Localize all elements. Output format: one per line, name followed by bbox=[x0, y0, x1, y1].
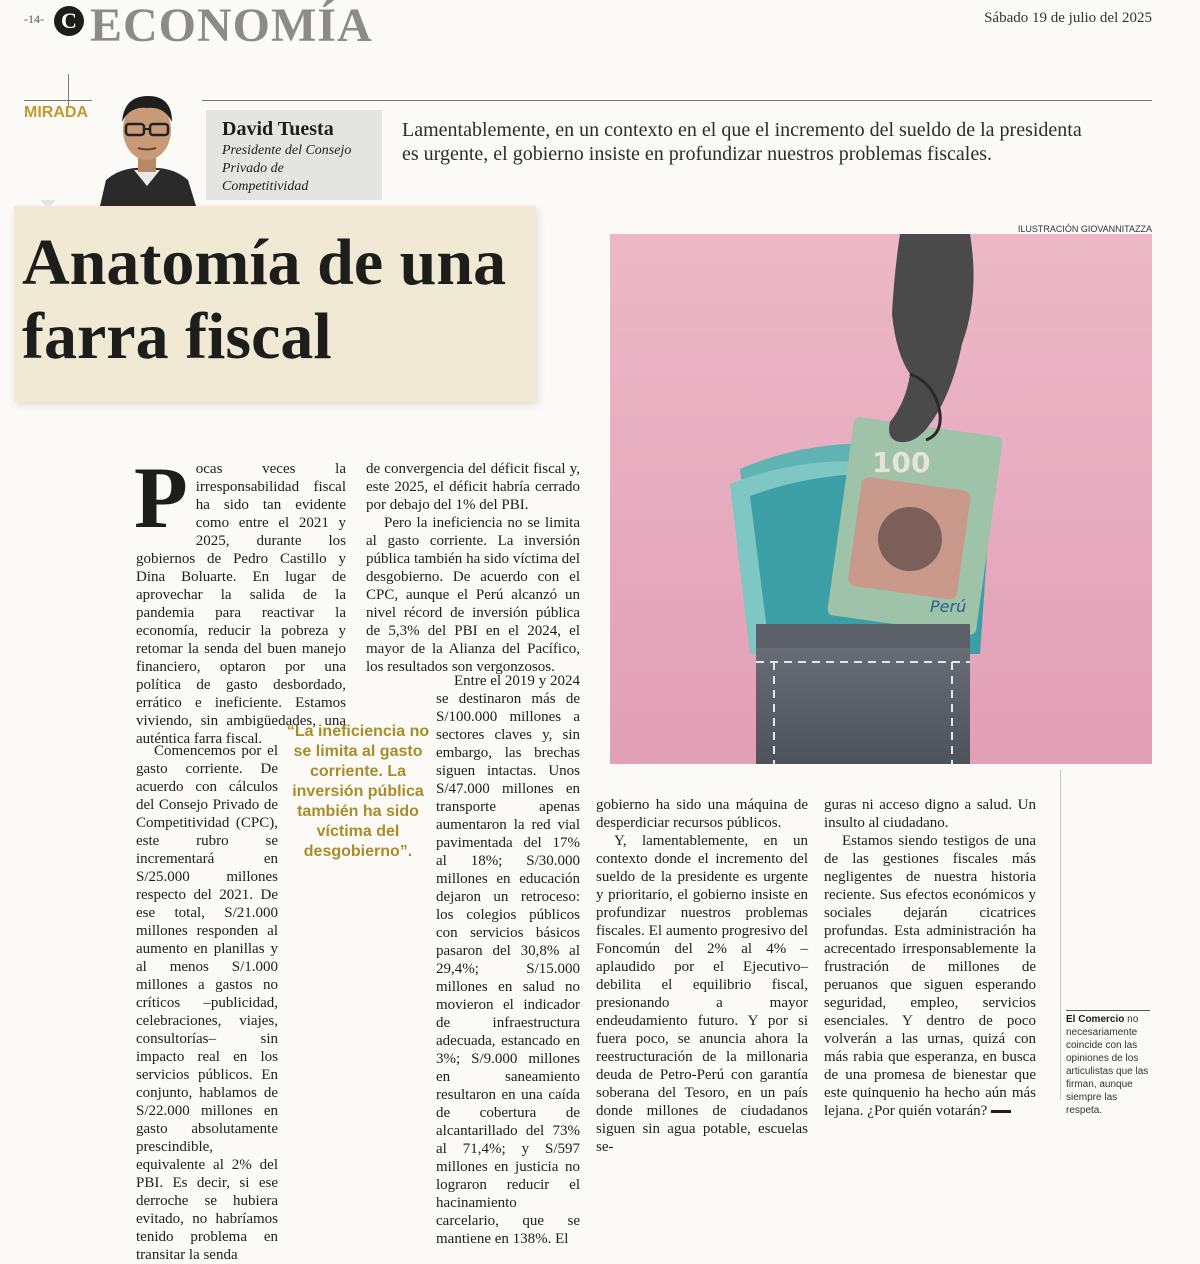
section-title: ECONOMÍA bbox=[90, 0, 373, 52]
pull-quote: “La ineficiencia no se limita al gasto corriente. La inversión pública también ha sido víctima del desgobierno”. bbox=[286, 723, 430, 860]
paragraph-text: Estamos siendo testigos de una de las gestiones fiscales más negligentes de nuestra historia reciente. Sus efectos económicos y sociales dejarán cicatrices profundas. Esta administración ha acrecentado irresponsablemente la frustración de millones de peruanos que siguen esperando seguridad, empleo, servicios esenciales. Y dentro de poco volverán a las urnas, quizá con más rabia que esperanza, en busca de una promesa de bienestar que este quinquenio ha hecho aún más lejana. ¿Por quién votarán? bbox=[824, 833, 1036, 1119]
article-dek: Lamentablemente, en un contexto en el que el incremento del sueldo de la presidenta es urgente, el gobierno insiste en profundizar nuestros problemas fiscales. bbox=[402, 119, 1082, 165]
divider bbox=[1060, 770, 1061, 1100]
body-column-2-lower bbox=[436, 672, 580, 1248]
paragraph: Pero la ineficiencia no se limita al gasto corriente. La inversión pública también ha sido víctima del desgobierno. De acuerdo con el CPC, aunque el Perú alcanzó un nivel récord de inversión pública de 5,3% del PBI en el 2024, el mayor de la Alianza del Pacífico, los resultados son vergonzosos. bbox=[366, 515, 580, 675]
author-portrait-icon bbox=[92, 84, 202, 206]
paragraph: gobierno ha sido una máquina de desperdiciar recursos públicos. bbox=[596, 797, 808, 831]
paragraph: Comencemos por el gasto corriente. De acuerdo con cálculos del Consejo Privado de Competitividad (CPC), este rubro se incrementará en S/25.000 millones respecto del 2021. De ese total, S/21.000 millones responden al aumento en planillas y al menos S/1.000 millones a gastos no críticos –publicidad, celebraciones, viajes, consultorías– sin impacto real en los servicios públicos. En conjunto, hablamos de S/22.000 millones en gasto absolutamente prescindible, equivalente al 2% del PBI. Es decir, si ese derroche se hubiera evitado, no habríamos tenido problema en transitar la senda bbox=[136, 743, 278, 1263]
paragraph: guras ni acceso digno a salud. Un insulto al ciudadano. bbox=[824, 797, 1036, 831]
banknote-front bbox=[827, 417, 1003, 636]
banknote-country: Perú bbox=[930, 597, 967, 616]
author-photo bbox=[92, 84, 202, 206]
divider bbox=[68, 74, 69, 106]
headline-notch bbox=[40, 200, 56, 208]
newspaper-logo: C bbox=[54, 6, 84, 36]
illustration-credit: ILUSTRACIÓN GIOVANNITAZZA bbox=[1017, 224, 1152, 234]
author-name: David Tuesta bbox=[222, 118, 334, 140]
headline: Anatomía de una farra fiscal bbox=[22, 226, 507, 373]
issue-date: Sábado 19 de julio del 2025 bbox=[984, 10, 1152, 26]
paragraph: Entre el 2019 y 2024 se destinaron más de S/100.000 millones a sectores claves y, sin embargo, las brechas siguen intactas. Unos S/47.000 millones en transporte apenas aumentaron la red vial pavimentada del 17% al 18%; S/30.000 millones en educación dejaron un retroceso: los colegios públicos con servicios básicos pasaron del 30,8% al 29,4%; S/15.000 millones en salud no movieron el indicador de infraestructura adecuada, estancado en 3%; S/9.000 millones en saneamiento resultaron en una caída de cobertura de alcantarillado del 73% al 71,4%; y S/597 millones en justicia no lograron reducir el hacinamiento carcelario, que se mantiene en 138%. El bbox=[436, 673, 580, 1247]
page-number: -14- bbox=[24, 12, 44, 26]
banknote-value: 100 bbox=[872, 446, 931, 479]
illustration bbox=[610, 234, 1152, 764]
denim-pocket bbox=[756, 624, 970, 764]
body-column-1 bbox=[134, 450, 346, 748]
body-column-4 bbox=[824, 796, 1036, 1120]
body-column-1-lower bbox=[136, 742, 278, 1264]
end-mark-icon bbox=[991, 1110, 1011, 1113]
paragraph: de convergencia del déficit fiscal y, este 2025, el déficit habría cerrado por debajo del 1% del PBI. bbox=[366, 461, 580, 513]
author-role: Presidente del Consejo Privado de Competitividad bbox=[222, 143, 352, 194]
disclaimer-text: no necesariamente coincide con las opiniones de los articulistas que las firman, aunque siempre las respeta. bbox=[1066, 1014, 1149, 1116]
paragraph: Y, lamentablemente, en un contexto donde el incremento del sueldo de la presidente es urgente y prioritario, el gobierno insiste en profundizar nuestros problemas fiscales. El aumento progresivo del Foncomún del 2% al 4% –aplaudido por el Ejecutivo– debilita el equilibrio fiscal, presionando a mayor endeudamiento futuro. Y por si fuera poco, se anuncia ahora la reestructuración de la millonaria deuda de Petro-Perú con garantía soberana del Tesoro, en un país donde millones de ciudadanos siguen sin agua potable, escuelas se- bbox=[596, 833, 808, 1155]
column-kicker: MIRADA bbox=[24, 104, 88, 121]
hand-money-pocket-illustration bbox=[610, 234, 1152, 764]
disclaimer-brand: El Comercio bbox=[1066, 1014, 1125, 1025]
body-column-2 bbox=[366, 460, 580, 676]
disclaimer bbox=[1066, 1010, 1150, 1117]
paragraph bbox=[824, 832, 1036, 1120]
body-column-3 bbox=[596, 796, 808, 1156]
paragraph: ocas veces la irresponsabilidad fiscal ha sido tan evidente como entre el 2021 y 2025, durante los gobiernos de Pedro Castillo y Dina Boluarte. En lugar de aprovechar la salida de la pandemia para reactivar la economía, reducir la pobreza y retomar la senda del buen manejo financiero, optaron por una política de gasto desbordado, errático e ineficiente. Estamos viviendo, sin ambigüedades, una auténtica farra fiscal. bbox=[136, 461, 346, 747]
drop-cap: P bbox=[134, 450, 188, 547]
